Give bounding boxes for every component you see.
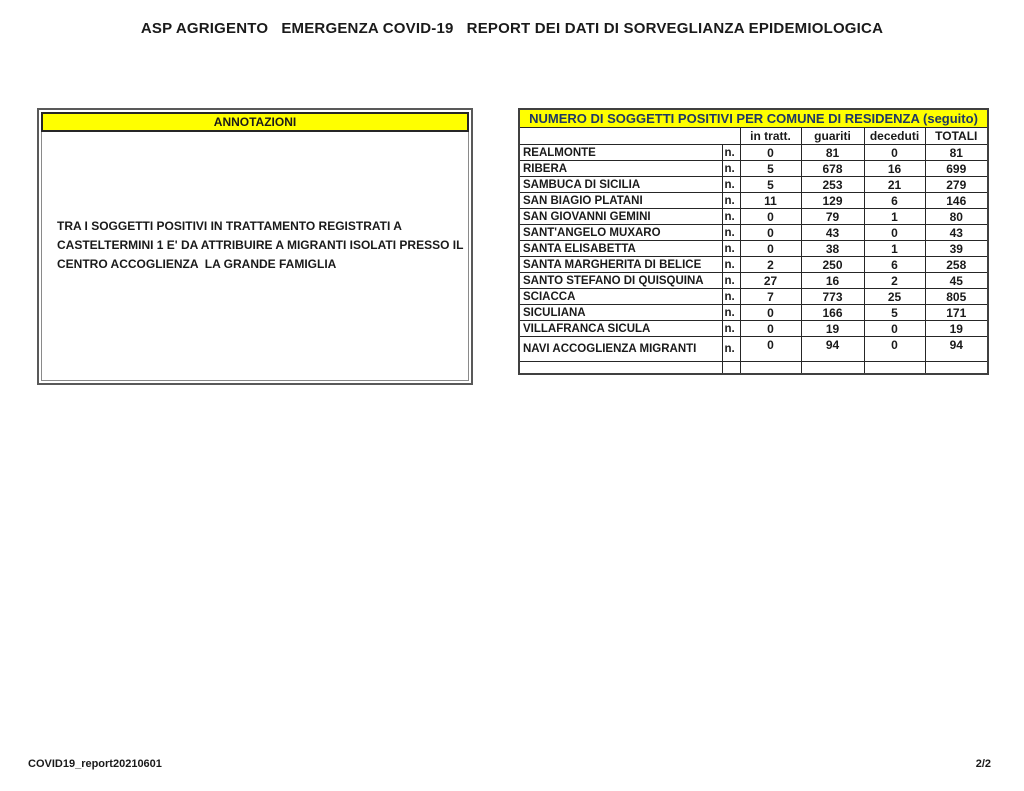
- comune-cell: SANT'ANGELO MUXARO: [519, 225, 722, 241]
- empty-cell: [801, 362, 864, 375]
- value-cell: 0: [740, 321, 801, 337]
- table-row: [519, 193, 988, 209]
- page-title: ASP AGRIGENTO EMERGENZA COVID-19 REPORT DEI DATI DI SORVEGLIANZA EPIDEMIOLOGICA: [140, 20, 884, 37]
- comune-cell: SAMBUCA DI SICILIA: [519, 177, 722, 193]
- value-cell: 279: [925, 177, 988, 193]
- value-cell: 94: [925, 337, 988, 362]
- footer-filename: COVID19_report20210601: [28, 758, 162, 770]
- value-cell: 2: [864, 273, 925, 289]
- value-cell: 699: [925, 161, 988, 177]
- table-row: [519, 289, 988, 305]
- value-cell: 38: [801, 241, 864, 257]
- value-cell: 81: [801, 145, 864, 161]
- empty-cell: [740, 362, 801, 375]
- unit-cell: n.: [722, 241, 740, 257]
- table-title: NUMERO DI SOGGETTI POSITIVI PER COMUNE DI RESIDENZA (seguito): [519, 109, 988, 128]
- table-row: [519, 145, 988, 161]
- unit-cell: n.: [722, 209, 740, 225]
- value-cell: 6: [864, 193, 925, 209]
- comune-cell: NAVI ACCOGLIENZA MIGRANTI: [519, 337, 722, 362]
- value-cell: 253: [801, 177, 864, 193]
- unit-cell: n.: [722, 177, 740, 193]
- value-cell: 805: [925, 289, 988, 305]
- table-row: [519, 225, 988, 241]
- annotations-body: [41, 132, 469, 381]
- table-row: [519, 305, 988, 321]
- empty-cell: [925, 362, 988, 375]
- unit-cell: n.: [722, 257, 740, 273]
- annotations-header: ANNOTAZIONI: [41, 112, 469, 132]
- value-cell: 1: [864, 241, 925, 257]
- value-cell: 0: [864, 321, 925, 337]
- table-row: [519, 177, 988, 193]
- value-cell: 0: [740, 145, 801, 161]
- column-header-in-tratt: in tratt.: [740, 128, 801, 145]
- value-cell: 21: [864, 177, 925, 193]
- value-cell: 25: [864, 289, 925, 305]
- value-cell: 39: [925, 241, 988, 257]
- table-empty-row: [519, 362, 988, 375]
- value-cell: 0: [740, 225, 801, 241]
- value-cell: 129: [801, 193, 864, 209]
- annotation-line: TRA I SOGGETTI POSITIVI IN TRATTAMENTO REGISTRATI A: [57, 219, 402, 233]
- value-cell: 5: [740, 161, 801, 177]
- value-cell: 0: [740, 209, 801, 225]
- value-cell: 19: [801, 321, 864, 337]
- value-cell: 0: [740, 337, 801, 362]
- comuni-positivi-table: [518, 108, 989, 375]
- table-row: [519, 273, 988, 289]
- value-cell: 19: [925, 321, 988, 337]
- table-row: [519, 209, 988, 225]
- unit-cell: n.: [722, 161, 740, 177]
- table-row: [519, 161, 988, 177]
- unit-cell: n.: [722, 337, 740, 362]
- value-cell: 45: [925, 273, 988, 289]
- comune-cell: SANTA ELISABETTA: [519, 241, 722, 257]
- value-cell: 166: [801, 305, 864, 321]
- unit-cell: n.: [722, 225, 740, 241]
- value-cell: 5: [740, 177, 801, 193]
- empty-cell: [722, 362, 740, 375]
- value-cell: 1: [864, 209, 925, 225]
- table-row: [519, 257, 988, 273]
- footer-page-number: 2/2: [975, 758, 991, 770]
- annotations-box: [37, 108, 473, 385]
- unit-cell: n.: [722, 305, 740, 321]
- value-cell: 7: [740, 289, 801, 305]
- value-cell: 5: [864, 305, 925, 321]
- comune-cell: SCIACCA: [519, 289, 722, 305]
- value-cell: 11: [740, 193, 801, 209]
- unit-cell: n.: [722, 145, 740, 161]
- comune-cell: VILLAFRANCA SICULA: [519, 321, 722, 337]
- value-cell: 0: [864, 337, 925, 362]
- unit-cell: n.: [722, 321, 740, 337]
- value-cell: 171: [925, 305, 988, 321]
- subheader-empty-cell: [519, 128, 740, 145]
- column-header-totali: TOTALI: [925, 128, 988, 145]
- comune-cell: RIBERA: [519, 161, 722, 177]
- column-header-guariti: guariti: [801, 128, 864, 145]
- table-row: [519, 241, 988, 257]
- annotation-line: CENTRO ACCOGLIENZA LA GRANDE FAMIGLIA: [57, 257, 337, 271]
- comuni-table-body: [519, 109, 988, 374]
- comune-cell: REALMONTE: [519, 145, 722, 161]
- comune-cell: SANTO STEFANO DI QUISQUINA: [519, 273, 722, 289]
- table-subheader-row: [519, 128, 988, 145]
- value-cell: 43: [925, 225, 988, 241]
- value-cell: 773: [801, 289, 864, 305]
- value-cell: 250: [801, 257, 864, 273]
- table-row: [519, 321, 988, 337]
- value-cell: 16: [801, 273, 864, 289]
- value-cell: 146: [925, 193, 988, 209]
- value-cell: 0: [864, 145, 925, 161]
- value-cell: 79: [801, 209, 864, 225]
- value-cell: 678: [801, 161, 864, 177]
- value-cell: 81: [925, 145, 988, 161]
- value-cell: 6: [864, 257, 925, 273]
- value-cell: 0: [864, 225, 925, 241]
- table-row: [519, 337, 988, 362]
- value-cell: 94: [801, 337, 864, 362]
- comune-cell: SAN BIAGIO PLATANI: [519, 193, 722, 209]
- comune-cell: SAN GIOVANNI GEMINI: [519, 209, 722, 225]
- value-cell: 2: [740, 257, 801, 273]
- value-cell: 16: [864, 161, 925, 177]
- empty-cell: [519, 362, 722, 375]
- annotation-line: CASTELTERMINI 1 E' DA ATTRIBUIRE A MIGRANTI ISOLATI PRESSO IL: [57, 238, 464, 252]
- value-cell: 258: [925, 257, 988, 273]
- unit-cell: n.: [722, 289, 740, 305]
- unit-cell: n.: [722, 193, 740, 209]
- column-header-deceduti: deceduti: [864, 128, 925, 145]
- comune-cell: SICULIANA: [519, 305, 722, 321]
- comune-cell: SANTA MARGHERITA DI BELICE: [519, 257, 722, 273]
- table-title-row: [519, 109, 988, 128]
- value-cell: 27: [740, 273, 801, 289]
- value-cell: 0: [740, 305, 801, 321]
- value-cell: 0: [740, 241, 801, 257]
- empty-cell: [864, 362, 925, 375]
- value-cell: 80: [925, 209, 988, 225]
- value-cell: 43: [801, 225, 864, 241]
- unit-cell: n.: [722, 273, 740, 289]
